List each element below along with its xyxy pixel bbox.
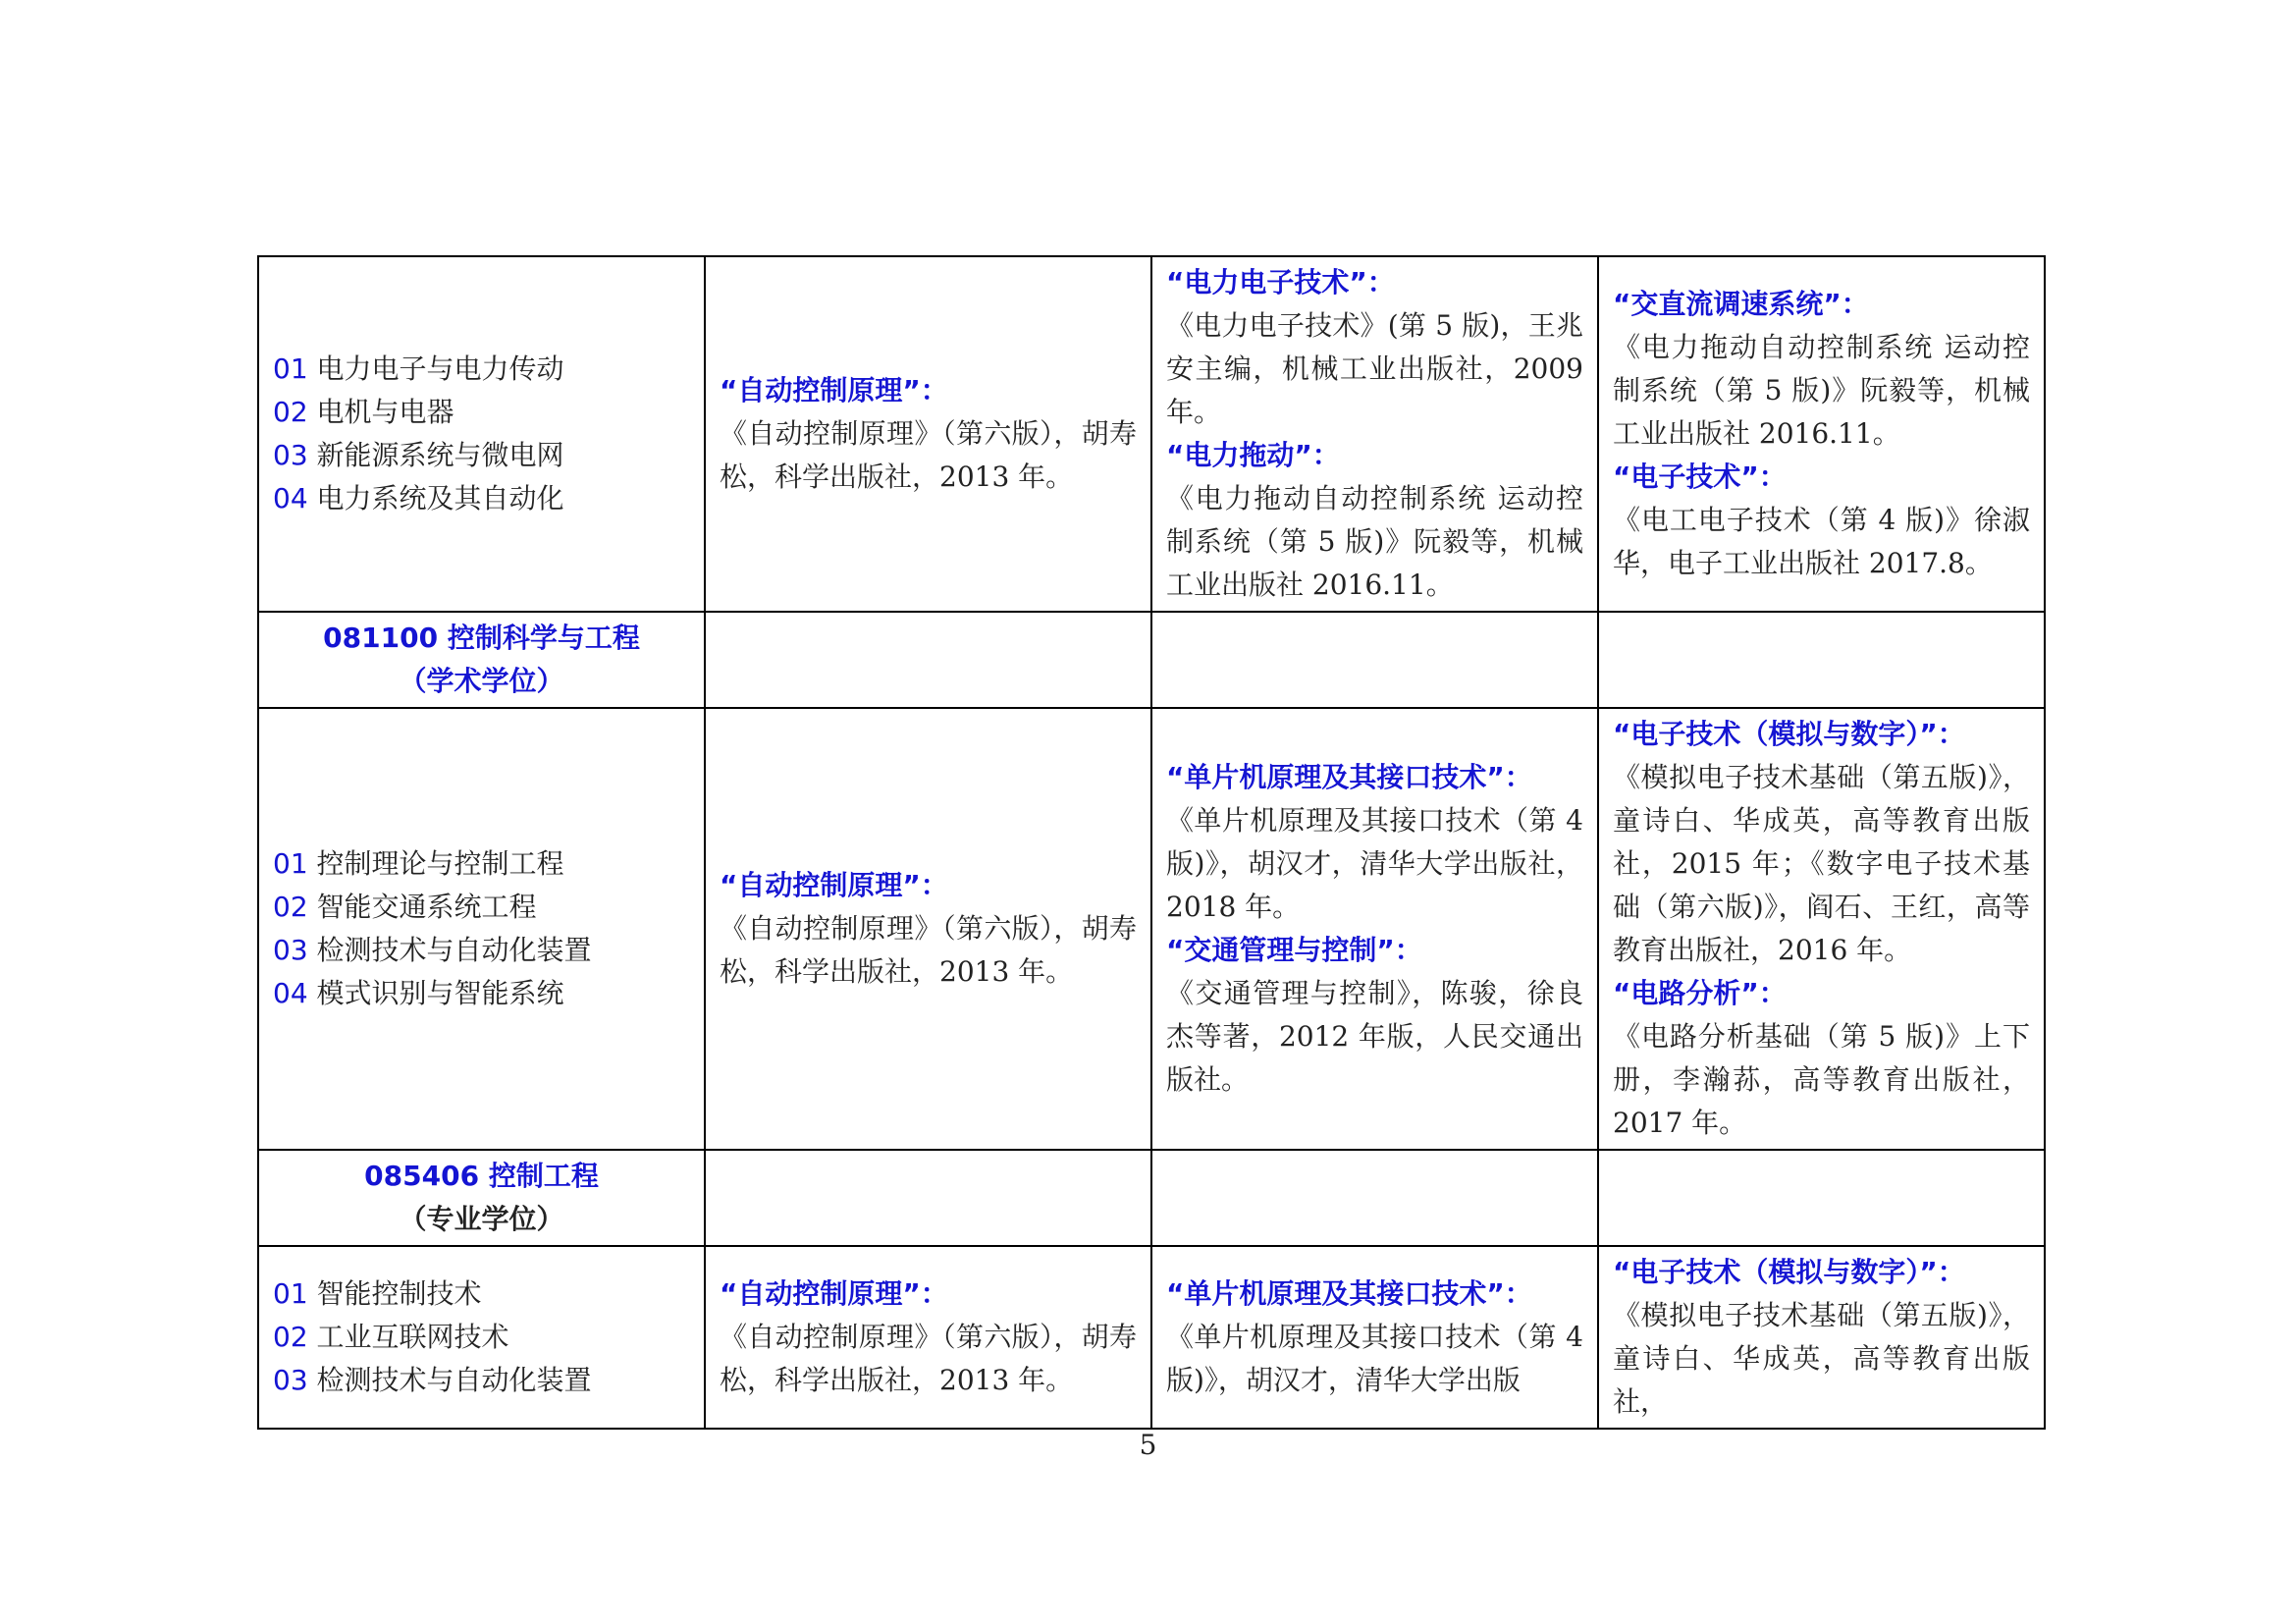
major-title: 085406 控制工程 — [364, 1160, 599, 1192]
table-row — [258, 1150, 2045, 1246]
table-row — [258, 1246, 2045, 1429]
subject-title: “单片机原理及其接口技术”： — [1166, 1277, 1532, 1310]
subject-title: “自动控制原理”： — [720, 869, 948, 901]
exam-subject-cell — [1598, 256, 2045, 612]
exam-subject-cell — [1151, 256, 1598, 612]
subject-title: “电子技术（模拟与数字）”： — [1613, 1256, 1965, 1288]
direction-item: 04 模式识别与智能系统 — [273, 977, 564, 1009]
direction-item: 04 电力系统及其自动化 — [273, 482, 564, 514]
page-number: 5 — [1139, 1429, 1157, 1461]
exam-subject-cell — [1598, 1246, 2045, 1429]
exam-subject-cell — [1598, 708, 2045, 1150]
reference-book: 《单片机原理及其接口技术（第 4 版)》，胡汉才，清华大学出版 — [1166, 1321, 1583, 1396]
reference-book: 《电力电子技术》(第 5 版)，王兆安主编，机械工业出版社，2009 年。 — [1166, 309, 1583, 428]
subject-title: “电力电子技术”： — [1166, 266, 1395, 298]
table-row — [258, 612, 2045, 708]
empty-cell — [1151, 1150, 1598, 1246]
direction-item: 02 电机与电器 — [273, 396, 454, 428]
reference-book: 《自动控制原理》（第六版），胡寿松，科学出版社，2013 年。 — [720, 912, 1137, 988]
reference-book: 《模拟电子技术基础（第五版)》，童诗白、华成英，高等教育出版社， — [1613, 1299, 2030, 1418]
exam-subject-cell — [1151, 708, 1598, 1150]
major-header-cell — [258, 612, 705, 708]
empty-cell — [1598, 1150, 2045, 1246]
reference-book: 《电路分析基础（第 5 版)》上下册，李瀚荪，高等教育出版社，2017 年。 — [1613, 1020, 2030, 1139]
empty-cell — [1598, 612, 2045, 708]
direction-item: 01 电力电子与电力传动 — [273, 352, 564, 385]
exam-subject-cell — [705, 708, 1151, 1150]
subject-title: “自动控制原理”： — [720, 374, 948, 406]
direction-item: 03 检测技术与自动化装置 — [273, 934, 592, 966]
exam-subject-cell — [1151, 1246, 1598, 1429]
reference-book: 《自动控制原理》（第六版），胡寿松，科学出版社，2013 年。 — [720, 417, 1137, 493]
table-row — [258, 256, 2045, 612]
reference-book: 《交通管理与控制》，陈骏，徐良杰等著，2012 年版，人民交通出版社。 — [1166, 977, 1583, 1096]
direction-item: 02 工业互联网技术 — [273, 1321, 509, 1353]
major-type: （学术学位） — [399, 665, 564, 697]
direction-item: 01 智能控制技术 — [273, 1277, 482, 1310]
exam-subject-cell — [705, 256, 1151, 612]
subject-title: “电子技术（模拟与数字）”： — [1613, 718, 1965, 750]
direction-item: 01 控制理论与控制工程 — [273, 847, 564, 880]
research-directions-cell — [258, 256, 705, 612]
exam-subject-table — [257, 255, 2046, 1430]
reference-book: 《电工电子技术（第 4 版)》徐淑华，电子工业出版社 2017.8。 — [1613, 504, 2030, 579]
table-row — [258, 708, 2045, 1150]
major-title: 081100 控制科学与工程 — [323, 622, 640, 654]
subject-title: “电力拖动”： — [1166, 439, 1340, 471]
subject-title: “单片机原理及其接口技术”： — [1166, 761, 1532, 793]
empty-cell — [1151, 612, 1598, 708]
empty-cell — [705, 1150, 1151, 1246]
research-directions-cell — [258, 1246, 705, 1429]
reference-book: 《电力拖动自动控制系统 运动控制系统（第 5 版)》阮毅等，机械工业出版社 2016.11。 — [1166, 482, 1583, 601]
major-header-cell — [258, 1150, 705, 1246]
subject-title: “电路分析”： — [1613, 977, 1787, 1009]
subject-title: “交直流调速系统”： — [1613, 288, 1869, 320]
reference-book: 《单片机原理及其接口技术（第 4 版)》，胡汉才，清华大学出版社，2018 年。 — [1166, 804, 1583, 923]
reference-book: 《电力拖动自动控制系统 运动控制系统（第 5 版)》阮毅等，机械工业出版社 2016.11。 — [1613, 331, 2030, 450]
reference-book: 《自动控制原理》（第六版），胡寿松，科学出版社，2013 年。 — [720, 1321, 1137, 1396]
major-type: （专业学位） — [399, 1203, 564, 1235]
reference-book: 《模拟电子技术基础（第五版)》，童诗白、华成英，高等教育出版社，2015 年；《数字电子技术基础（第六版)》，阎石、王红，高等教育出版社，2016 年。 — [1613, 761, 2030, 966]
empty-cell — [705, 612, 1151, 708]
direction-item: 03 新能源系统与微电网 — [273, 439, 564, 471]
direction-item: 03 检测技术与自动化装置 — [273, 1364, 592, 1396]
research-directions-cell — [258, 708, 705, 1150]
subject-title: “电子技术”： — [1613, 460, 1787, 493]
direction-item: 02 智能交通系统工程 — [273, 891, 537, 923]
subject-title: “交通管理与控制”： — [1166, 934, 1422, 966]
subject-title: “自动控制原理”： — [720, 1277, 948, 1310]
exam-subject-cell — [705, 1246, 1151, 1429]
